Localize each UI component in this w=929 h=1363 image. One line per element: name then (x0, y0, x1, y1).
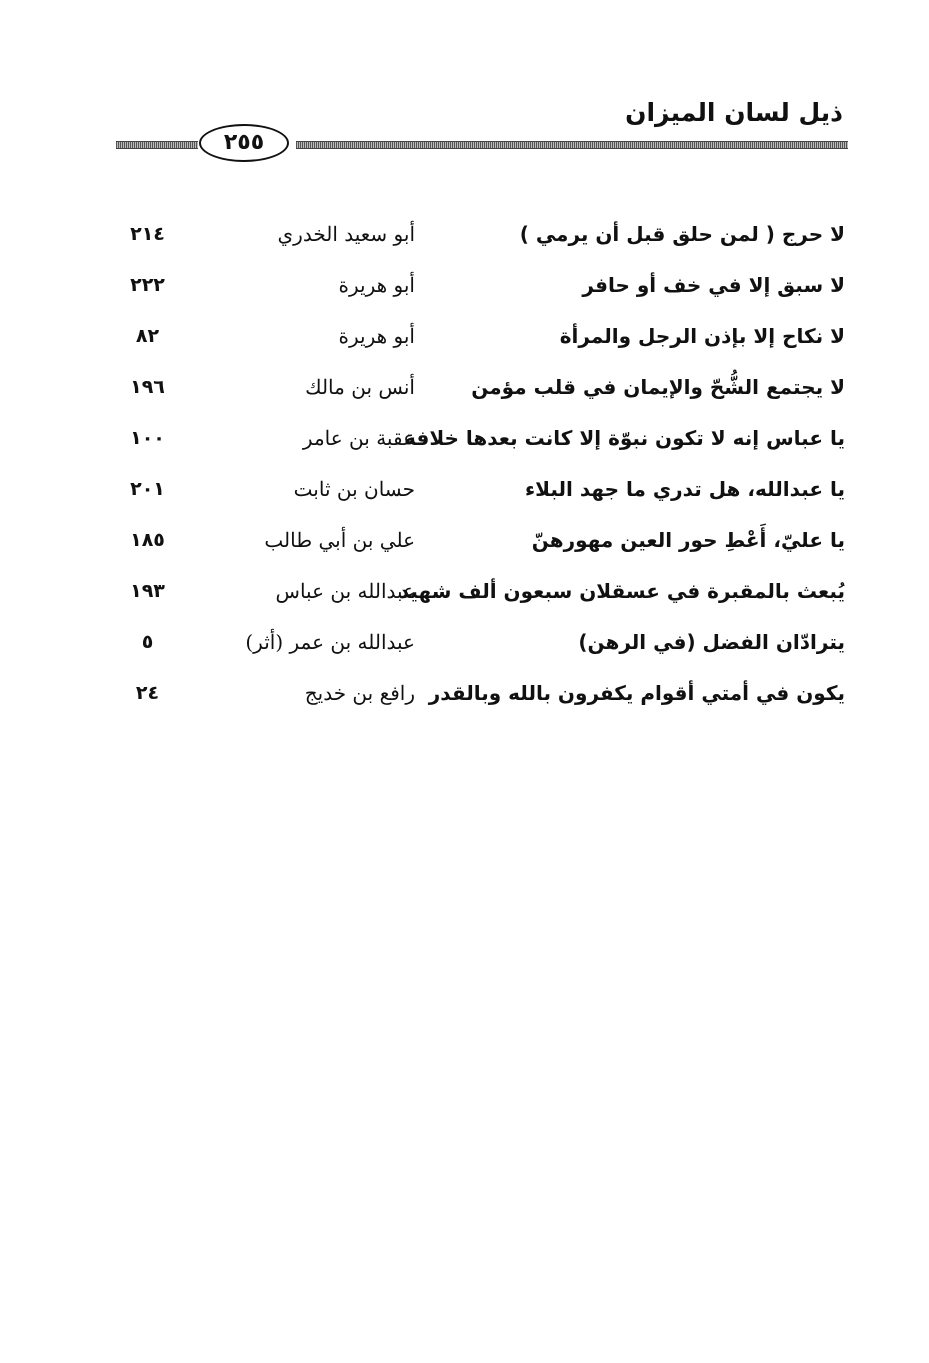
page-reference: ٢١٤ (130, 223, 165, 245)
hadith-text: يُبعث بالمقبرة في عسقلان سبعون ألف شهيد (398, 579, 845, 603)
narrator-name: علي بن أبي طالب (264, 528, 415, 552)
narrator-name: أبو سعيد الخدري (277, 222, 415, 246)
page-reference: ١٩٣ (130, 580, 165, 602)
index-row (100, 214, 845, 265)
index-row (100, 367, 845, 418)
narrator-name: أبو هريرة (338, 273, 415, 297)
hadith-text: يترادّان الفضل (في الرهن) (578, 630, 845, 654)
hadith-text: لا حرج ( لمن حلق قبل أن يرمي ) (519, 222, 845, 246)
hadith-text: يا عباس إنه لا تكون نبوّة إلا كانت بعدها خلافة (404, 426, 845, 450)
narrator-name: أنس بن مالك (305, 375, 415, 399)
page-reference: ٥ (141, 631, 154, 653)
hadith-text: يا عبدالله، هل تدري ما جهد البلاء (524, 477, 845, 501)
narrator-name: عبدالله بن عمر (أثر) (245, 630, 415, 654)
index-row (100, 571, 845, 622)
page-reference: ٨٢ (135, 325, 160, 347)
hadith-text: لا سبق إلا في خف أو حافر (582, 273, 845, 297)
hadith-text: لا يجتمع الشُّحّ والإيمان في قلب مؤمن (471, 375, 845, 399)
index-row (100, 622, 845, 673)
running-header-title: ذيل لسان الميزان (625, 98, 843, 127)
narrator-name: حسان بن ثابت (293, 477, 415, 501)
narrator-name: عقبة بن عامر (302, 426, 415, 450)
index-row (100, 469, 845, 520)
page-reference: ٢٢٢ (130, 274, 165, 296)
page-number-badge: ٢٥٥ (199, 124, 289, 162)
hadith-text: لا نكاح إلا بإذن الرجل والمرأة (559, 324, 845, 348)
narrator-name: أبو هريرة (338, 324, 415, 348)
page-reference: ٢٤ (135, 682, 160, 704)
hadith-text: يكون في أمتي أقوام يكفرون بالله وبالقدر (428, 681, 845, 705)
index-row (100, 520, 845, 571)
header-rule-left (116, 141, 198, 149)
narrator-name: رافع بن خديج (304, 681, 415, 705)
hadith-index-list (100, 214, 845, 724)
index-row (100, 265, 845, 316)
page-reference: ١٨٥ (130, 529, 165, 551)
index-row (100, 316, 845, 367)
page-reference: ٢٠١ (130, 478, 165, 500)
page-reference: ١٠٠ (130, 427, 165, 449)
header-rule-right (296, 141, 848, 149)
index-row (100, 673, 845, 724)
index-row (100, 418, 845, 469)
narrator-name: عبدالله بن عباس (275, 579, 415, 603)
hadith-text: يا عليّ، أَعْطِ حور العين مهورهنّ (531, 528, 845, 552)
page-reference: ١٩٦ (130, 376, 165, 398)
